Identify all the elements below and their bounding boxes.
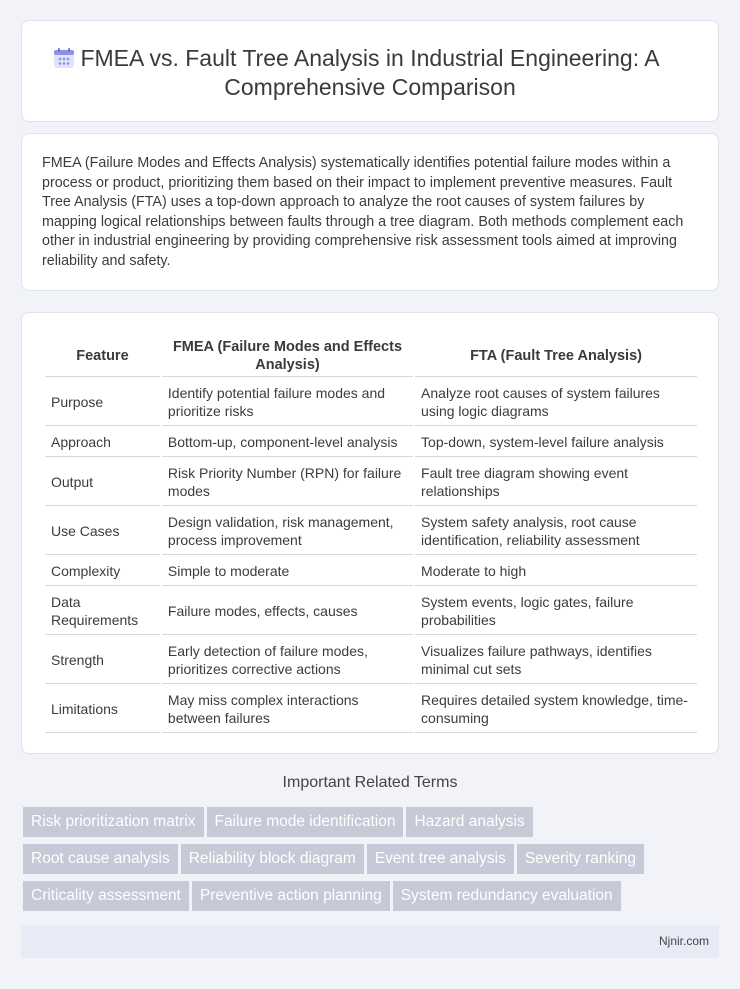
fmea-cell: Simple to moderate <box>162 557 413 586</box>
comparison-table <box>43 333 699 735</box>
related-term-tag[interactable]: System redundancy evaluation <box>393 881 621 911</box>
title-card <box>21 20 719 122</box>
related-term-tag[interactable]: Failure mode identification <box>207 807 404 837</box>
fta-cell: Analyze root causes of system failures using logic diagrams <box>415 379 697 426</box>
table-row <box>45 459 697 506</box>
table-row <box>45 637 697 684</box>
related-term-tag[interactable]: Reliability block diagram <box>181 844 364 874</box>
fta-cell: Requires detailed system knowledge, time-consuming <box>415 686 697 733</box>
header-fmea: FMEA (Failure Modes and Effects Analysis) <box>162 335 413 377</box>
fmea-cell: Design validation, risk management, process improvement <box>162 508 413 555</box>
page-title-line-2: Comprehensive Comparison <box>224 74 516 100</box>
fta-cell: System safety analysis, root cause identification, reliability assessment <box>415 508 697 555</box>
fmea-cell: Failure modes, effects, causes <box>162 588 413 635</box>
fta-cell: Top-down, system-level failure analysis <box>415 428 697 457</box>
table-row <box>45 588 697 635</box>
feature-cell: Data Requirements <box>45 588 160 635</box>
related-term-tag[interactable]: Event tree analysis <box>367 844 514 874</box>
feature-cell: Purpose <box>45 379 160 426</box>
page-title <box>22 44 718 102</box>
fta-cell: Moderate to high <box>415 557 697 586</box>
fmea-cell: May miss complex interactions between failures <box>162 686 413 733</box>
related-terms-heading: Important Related Terms <box>282 774 458 791</box>
feature-cell: Approach <box>45 428 160 457</box>
fmea-cell: Early detection of failure modes, prioritizes corrective actions <box>162 637 413 684</box>
header-fta: FTA (Fault Tree Analysis) <box>415 335 697 377</box>
related-term-tag[interactable]: Severity ranking <box>517 844 644 874</box>
related-term-tag[interactable]: Root cause analysis <box>23 844 178 874</box>
feature-cell: Limitations <box>45 686 160 733</box>
table-row <box>45 686 697 733</box>
page-title-line-1: FMEA vs. Fault Tree Analysis in Industrial Engineering: A <box>80 45 660 71</box>
related-term-tag[interactable]: Criticality assessment <box>23 881 189 911</box>
comparison-card <box>21 312 719 754</box>
related-term-tag[interactable]: Preventive action planning <box>192 881 390 911</box>
table-row <box>45 379 697 426</box>
fta-cell: System events, logic gates, failure probabilities <box>415 588 697 635</box>
feature-cell: Strength <box>45 637 160 684</box>
intro-paragraph: FMEA (Failure Modes and Effects Analysis) systematically identifies potential failure modes within a process or product, prioritizing them based on their impact to implement preventive measures. Fault Tree Analysis (FTA) uses a top-down approach to analyze the root causes of system failures by mapping logical relationships between faults through a tree diagram. Both methods complement each other in industrial engineering by providing comprehensive risk assessment tools aimed at improving reliability and safety. <box>42 155 684 269</box>
feature-cell: Output <box>45 459 160 506</box>
fmea-cell: Identify potential failure modes and prioritize risks <box>162 379 413 426</box>
footer <box>21 925 719 958</box>
header-feature: Feature <box>45 335 160 377</box>
related-term-tag[interactable]: Hazard analysis <box>406 807 532 837</box>
intro-card <box>21 133 719 291</box>
fta-cell: Visualizes failure pathways, identifies minimal cut sets <box>415 637 697 684</box>
table-row <box>45 557 697 586</box>
fta-cell: Fault tree diagram showing event relationships <box>415 459 697 506</box>
footer-site-link[interactable]: Njnir.com <box>658 934 709 948</box>
related-term-tag[interactable]: Risk prioritization matrix <box>23 807 204 837</box>
table-row <box>45 428 697 457</box>
feature-cell: Complexity <box>45 557 160 586</box>
table-row <box>45 508 697 555</box>
fmea-cell: Risk Priority Number (RPN) for failure modes <box>162 459 413 506</box>
related-terms-list <box>23 807 703 918</box>
feature-cell: Use Cases <box>45 508 160 555</box>
fmea-cell: Bottom-up, component-level analysis <box>162 428 413 457</box>
